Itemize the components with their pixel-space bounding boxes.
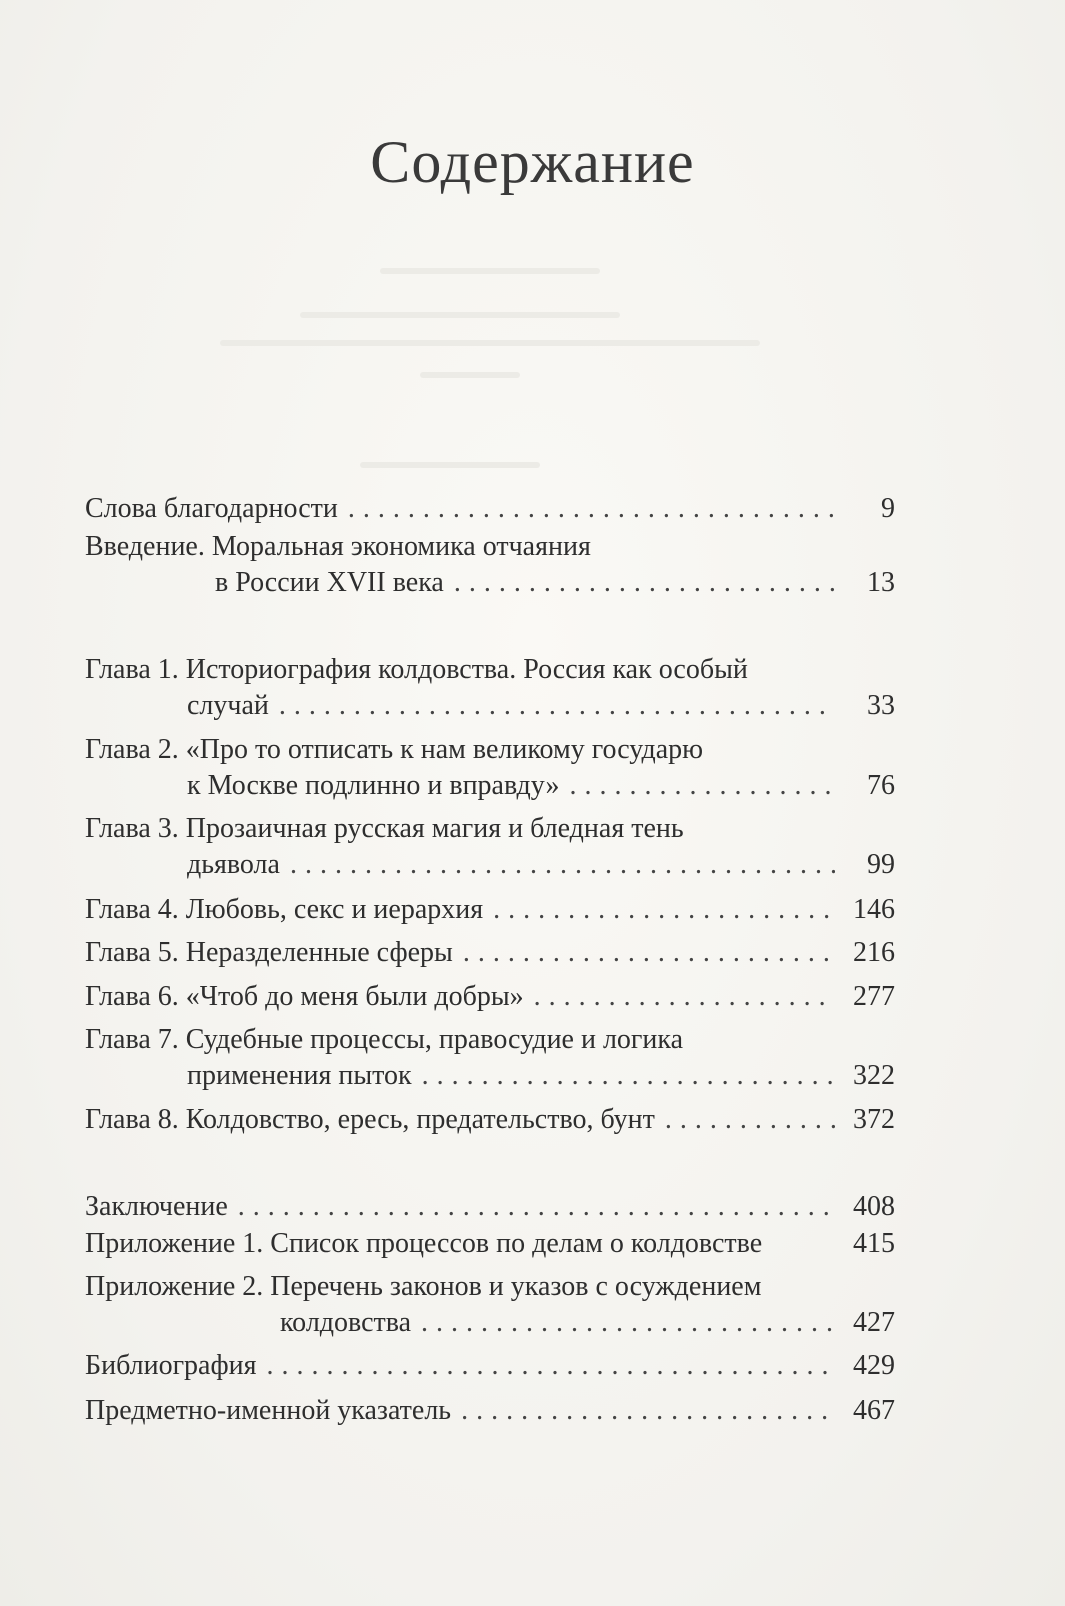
leader-dots bbox=[422, 1059, 835, 1093]
toc-page-number: 76 bbox=[867, 770, 895, 801]
leader-dots bbox=[454, 566, 835, 600]
toc-entry-appendix-1: Приложение 1. Список процессов по делам о колдовстве bbox=[85, 1228, 763, 1259]
toc-page-number: 372 bbox=[853, 1104, 895, 1135]
toc-entry-title: Глава 4. Любовь, секс и иерархия bbox=[85, 894, 484, 925]
leader-dots bbox=[267, 1349, 836, 1383]
toc-page-number: 216 bbox=[853, 937, 895, 968]
toc-entry-title: Библиография bbox=[85, 1350, 257, 1381]
toc-entry-chapter-4 bbox=[85, 893, 845, 927]
toc-page-number: 13 bbox=[867, 567, 895, 598]
toc-entry-conclusion bbox=[85, 1190, 845, 1224]
page-title: Содержание bbox=[370, 129, 695, 195]
leader-dots bbox=[290, 848, 835, 882]
leader-dots bbox=[569, 769, 835, 803]
toc-page-number: 427 bbox=[853, 1307, 895, 1338]
toc-entry-title: Глава 6. «Чтоб до меня были добры» bbox=[85, 981, 524, 1012]
toc-page-number: 146 bbox=[853, 894, 895, 925]
toc-page-number: 33 bbox=[867, 690, 895, 721]
leader-dots bbox=[493, 893, 835, 927]
toc-entry-chapter-3 bbox=[187, 848, 845, 882]
toc-entry-bibliography bbox=[85, 1349, 845, 1383]
leader-dots bbox=[348, 492, 835, 526]
toc-page-number: 277 bbox=[853, 981, 895, 1012]
toc-entry-title-continued: в России XVII века bbox=[215, 567, 444, 598]
toc-entry-introduction bbox=[215, 566, 845, 600]
toc-page-number: 322 bbox=[853, 1060, 895, 1091]
toc-entry-chapter-5 bbox=[85, 936, 845, 970]
toc-page-number: 429 bbox=[853, 1350, 895, 1381]
toc-entry-title-continued: колдовства bbox=[280, 1307, 412, 1338]
toc-entry-title-continued: к Москве подлинно и вправду» bbox=[187, 770, 560, 801]
toc-entry-title: Заключение bbox=[85, 1191, 228, 1222]
leader-dots bbox=[665, 1103, 835, 1137]
toc-entry-title-continued: случай bbox=[187, 690, 269, 721]
leader-dots bbox=[421, 1306, 835, 1340]
toc-entry-title: Предметно-именной указатель bbox=[85, 1395, 452, 1426]
toc-page-number: 415 bbox=[853, 1228, 895, 1259]
toc-entry-title: Введение. Моральная экономика отчаяния bbox=[85, 531, 591, 562]
toc-entry-title: Приложение 2. Перечень законов и указов с осуждением bbox=[85, 1271, 762, 1302]
toc-page-number: 99 bbox=[867, 849, 895, 880]
toc-entry-acknowledgements bbox=[85, 492, 845, 526]
toc-entry-chapter-2 bbox=[187, 769, 845, 803]
leader-dots bbox=[461, 1394, 835, 1428]
toc-entry-chapter-6 bbox=[85, 980, 845, 1014]
toc-entry-title-continued: применения пыток bbox=[187, 1060, 412, 1091]
toc-entry-chapter-8 bbox=[85, 1103, 845, 1137]
toc-page-number: 9 bbox=[881, 493, 895, 524]
toc-entry-title: Глава 5. Неразделенные сферы bbox=[85, 937, 453, 968]
leader-dots bbox=[238, 1190, 835, 1224]
toc-entry-title: Глава 3. Прозаичная русская магия и бледная тень bbox=[85, 813, 684, 844]
toc-page-number: 408 bbox=[853, 1191, 895, 1222]
leader-dots bbox=[463, 936, 835, 970]
toc-entry-title: Глава 7. Судебные процессы, правосудие и логика bbox=[85, 1024, 684, 1055]
toc-entry-title-continued: дьявола bbox=[187, 849, 280, 880]
leader-dots bbox=[279, 689, 835, 723]
toc-entry-appendix-2 bbox=[280, 1306, 845, 1340]
toc-page-number: 467 bbox=[853, 1395, 895, 1426]
toc-entry-title: Слова благодарности bbox=[85, 493, 338, 524]
toc-entry-chapter-1 bbox=[187, 689, 845, 723]
toc-entry-title: Глава 1. Историография колдовства. Россия как особый bbox=[85, 654, 748, 685]
toc-entry-index bbox=[85, 1394, 845, 1428]
leader-dots bbox=[534, 980, 835, 1014]
toc-entry-chapter-7 bbox=[187, 1059, 845, 1093]
toc-entry-title: Глава 8. Колдовство, ересь, предательство, бунт bbox=[85, 1104, 655, 1135]
toc-entry-title: Глава 2. «Про то отписать к нам великому государю bbox=[85, 734, 704, 765]
